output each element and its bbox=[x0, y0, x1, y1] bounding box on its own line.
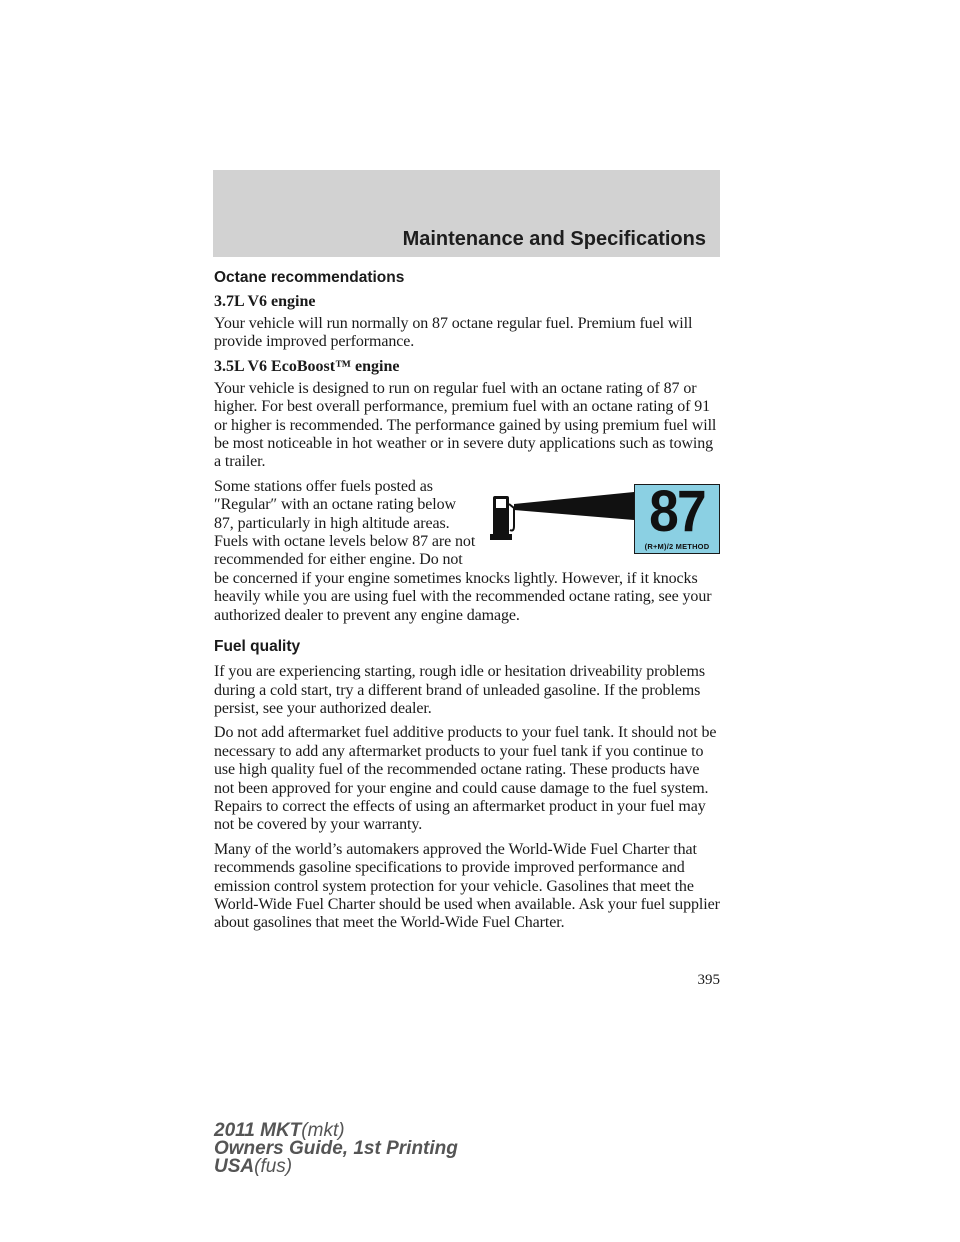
section-header-bar bbox=[213, 170, 720, 257]
fuel-quality-p3: Many of the world’s automakers approved the World-Wide Fuel Charter that recommends gasoline specifications to provide improved performance and emission control system protection for your vehicle. Gasolines that meet the World-Wide Fuel Charter should be used when available. Ask your fuel supplier about gasolines that meet the World-Wide Fuel Charter. bbox=[214, 840, 720, 932]
octane-number: 87 bbox=[649, 478, 705, 544]
octane-label-box bbox=[634, 478, 720, 554]
engine2-heading: 3.5L V6 EcoBoost™ engine bbox=[214, 357, 400, 375]
footer-region-code: (fus) bbox=[254, 1156, 293, 1177]
footer-region: USA bbox=[214, 1156, 255, 1177]
octane-method-label: (R+M)/2 METHOD bbox=[644, 541, 710, 551]
fuel-quality-p1: If you are experiencing starting, rough idle or hesitation driveability problems during a cold start, try a different brand of unleaded gasoline. If the problems persist, see your authorized dealer. bbox=[214, 663, 705, 717]
engine1-text: Your vehicle will run normally on 87 octane regular fuel. Premium fuel will provide improved performance. bbox=[214, 315, 693, 351]
fuel-quality-p2: Do not add aftermarket fuel additive products to your fuel tank. It should not be necessary to add any aftermarket products to your fuel tank if you continue to use high quality fuel of the recommended octane rating. These products have not been approved for your engine and could cause damage to the fuel system. Repairs to correct the effects of using an aftermarket product in your fuel may not be covered by your warranty. bbox=[214, 724, 717, 834]
page-content bbox=[214, 268, 720, 933]
section-header-title: Maintenance and Specifications bbox=[402, 228, 706, 250]
engine1-heading: 3.7L V6 engine bbox=[214, 293, 316, 310]
octane-heading: Octane recommendations bbox=[214, 269, 405, 286]
footer-guide: Owners Guide, 1st Printing bbox=[214, 1138, 458, 1159]
footer bbox=[214, 1122, 458, 1176]
footer-model-code: (mkt) bbox=[301, 1120, 345, 1141]
fuel-quality-heading: Fuel quality bbox=[214, 638, 301, 656]
page-number: 395 bbox=[697, 972, 720, 988]
footer-model: 2011 MKT bbox=[214, 1120, 302, 1141]
engine2-text: Your vehicle is designed to run on regular fuel with an octane rating of 87 or higher. For best overall performance, premium fuel with an octane rating of 91 or higher is recommended. The performance gained by using premium fuel will be most noticeable in hot weather or in severe duty applications such as towing a trailer. bbox=[214, 379, 717, 471]
octane-rating-figure bbox=[490, 480, 720, 564]
stations-text: Some stations offer fuels posted as ″Regular″ with an octane rating below 87, particularly in high altitude areas. Fuels with octane levels below 87 are not recommended for either engine. Do not be concerned if your engine sometimes knocks lightly. However, if it knocks heavily while you are using fuel with the recommended octane rating, see your authorized dealer to prevent any engine damage. bbox=[214, 477, 712, 624]
